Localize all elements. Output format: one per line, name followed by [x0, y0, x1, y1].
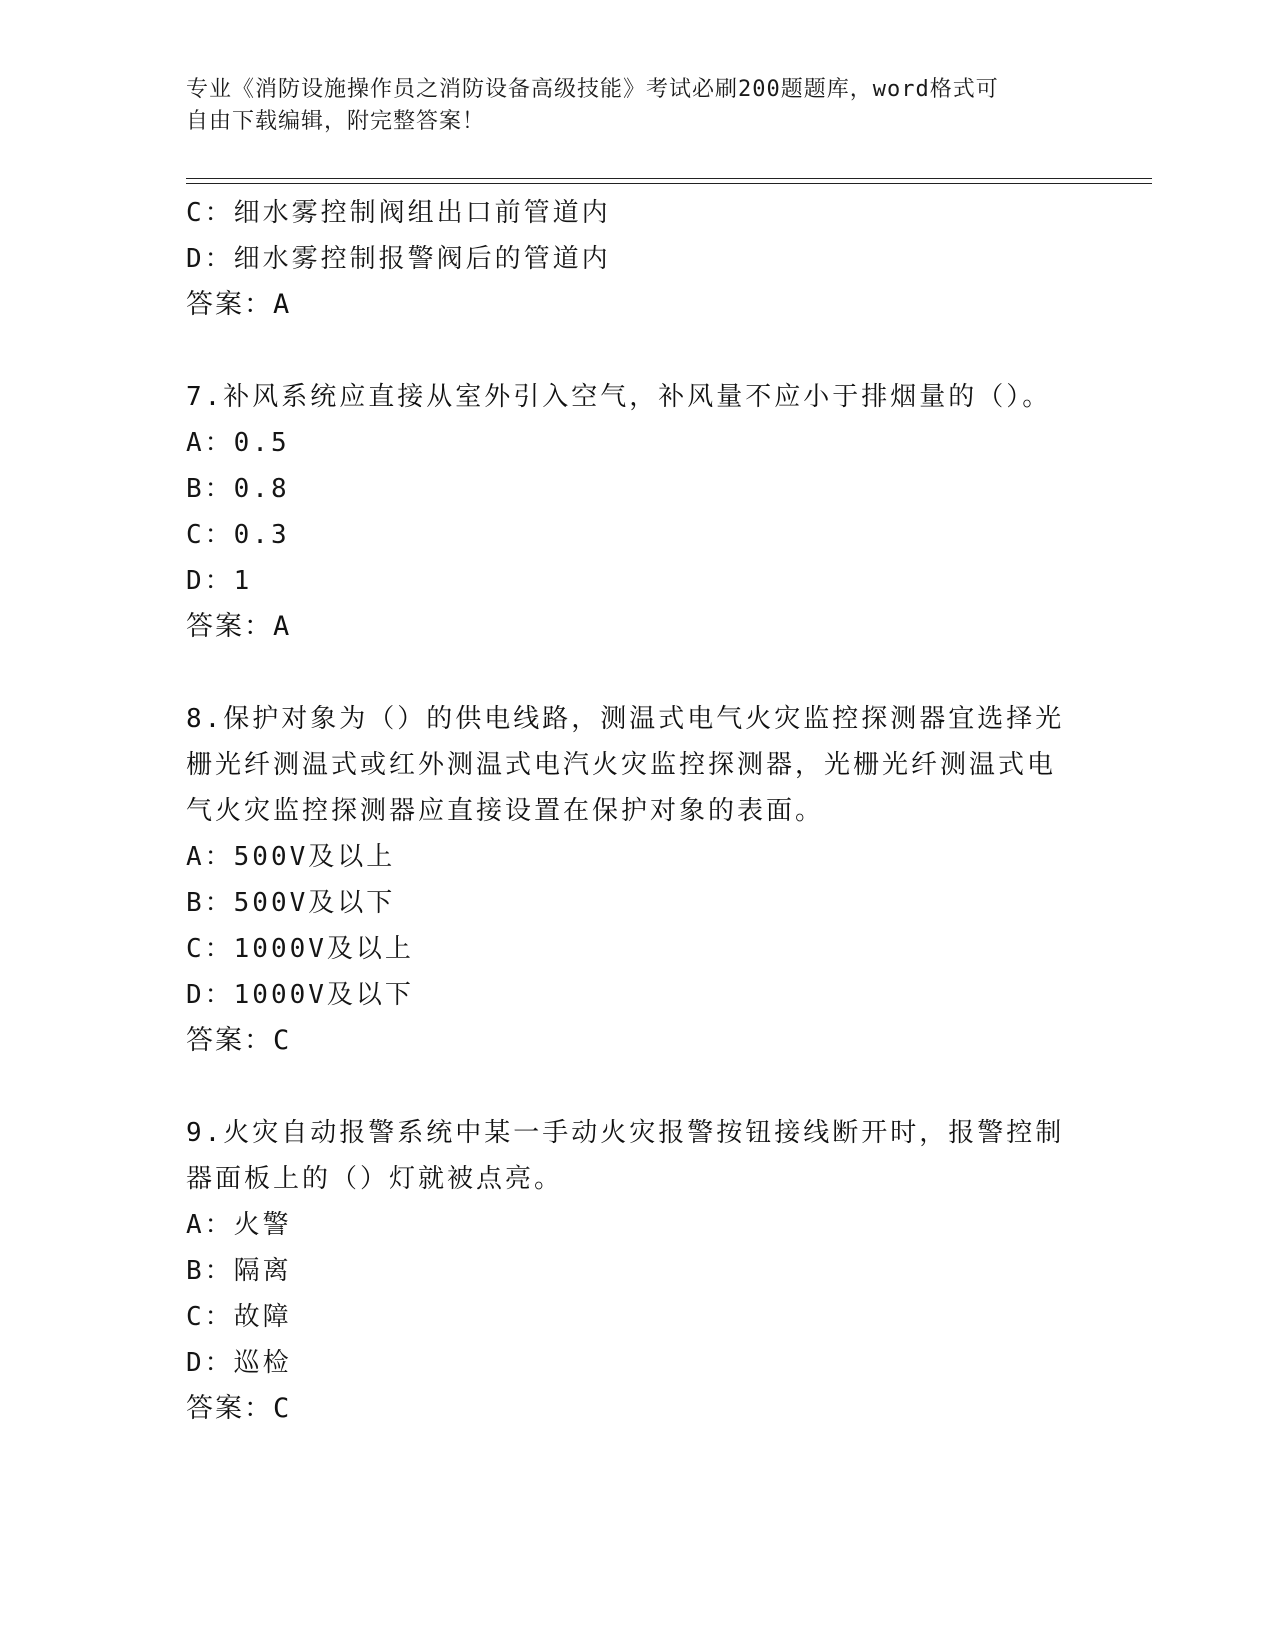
header-line-2: 自由下载编辑，附完整答案！	[186, 109, 486, 134]
option-d: D：1000V及以下	[186, 980, 414, 1010]
question-stem-line-2: 栅光纤测温式或红外测温式电汽火灾监控探测器，光栅光纤测温式电	[186, 750, 1057, 780]
header-line-1: 专业《消防设施操作员之消防设备高级技能》考试必刷200题题库，word格式可	[186, 77, 999, 102]
document-body	[186, 190, 1086, 1432]
answer-line: 答案：C	[186, 1393, 292, 1424]
answer-line: 答案：A	[186, 611, 292, 642]
question-stem-line-1: 9.火灾自动报警系统中某一手动火灾报警按钮接线断开时，报警控制	[186, 1118, 1065, 1148]
page-header	[186, 74, 1066, 138]
question-9	[186, 1110, 1086, 1432]
answer-line: 答案：C	[186, 1025, 292, 1056]
question-8	[186, 696, 1086, 1064]
option-b: B：500V及以下	[186, 888, 396, 918]
option-d: D：1	[186, 566, 253, 596]
question-stem: 7.补风系统应直接从室外引入空气，补风量不应小于排烟量的（）。	[186, 382, 1052, 412]
option-c: C：细水雾控制阀组出口前管道内	[186, 198, 611, 228]
question-7	[186, 374, 1086, 650]
option-a: A：火警	[186, 1210, 292, 1240]
option-b: B：隔离	[186, 1256, 292, 1286]
option-c: C：1000V及以上	[186, 934, 414, 964]
answer-line: 答案：A	[186, 289, 292, 320]
option-c: C：0.3	[186, 520, 290, 550]
option-b: B：0.8	[186, 474, 290, 504]
question-block-carryover	[186, 190, 1086, 328]
header-divider-bottom	[186, 183, 1152, 184]
option-a: A：500V及以上	[186, 842, 396, 872]
option-d: D：巡检	[186, 1348, 292, 1378]
question-stem-line-3: 气火灾监控探测器应直接设置在保护对象的表面。	[186, 796, 825, 826]
option-c: C：故障	[186, 1302, 292, 1332]
header-divider-top	[186, 178, 1152, 179]
option-d: D：细水雾控制报警阀后的管道内	[186, 244, 611, 274]
question-stem-line-2: 器面板上的（）灯就被点亮。	[186, 1164, 564, 1194]
option-a: A：0.5	[186, 428, 290, 458]
question-stem-line-1: 8.保护对象为（）的供电线路，测温式电气火灾监控探测器宜选择光	[186, 704, 1065, 734]
